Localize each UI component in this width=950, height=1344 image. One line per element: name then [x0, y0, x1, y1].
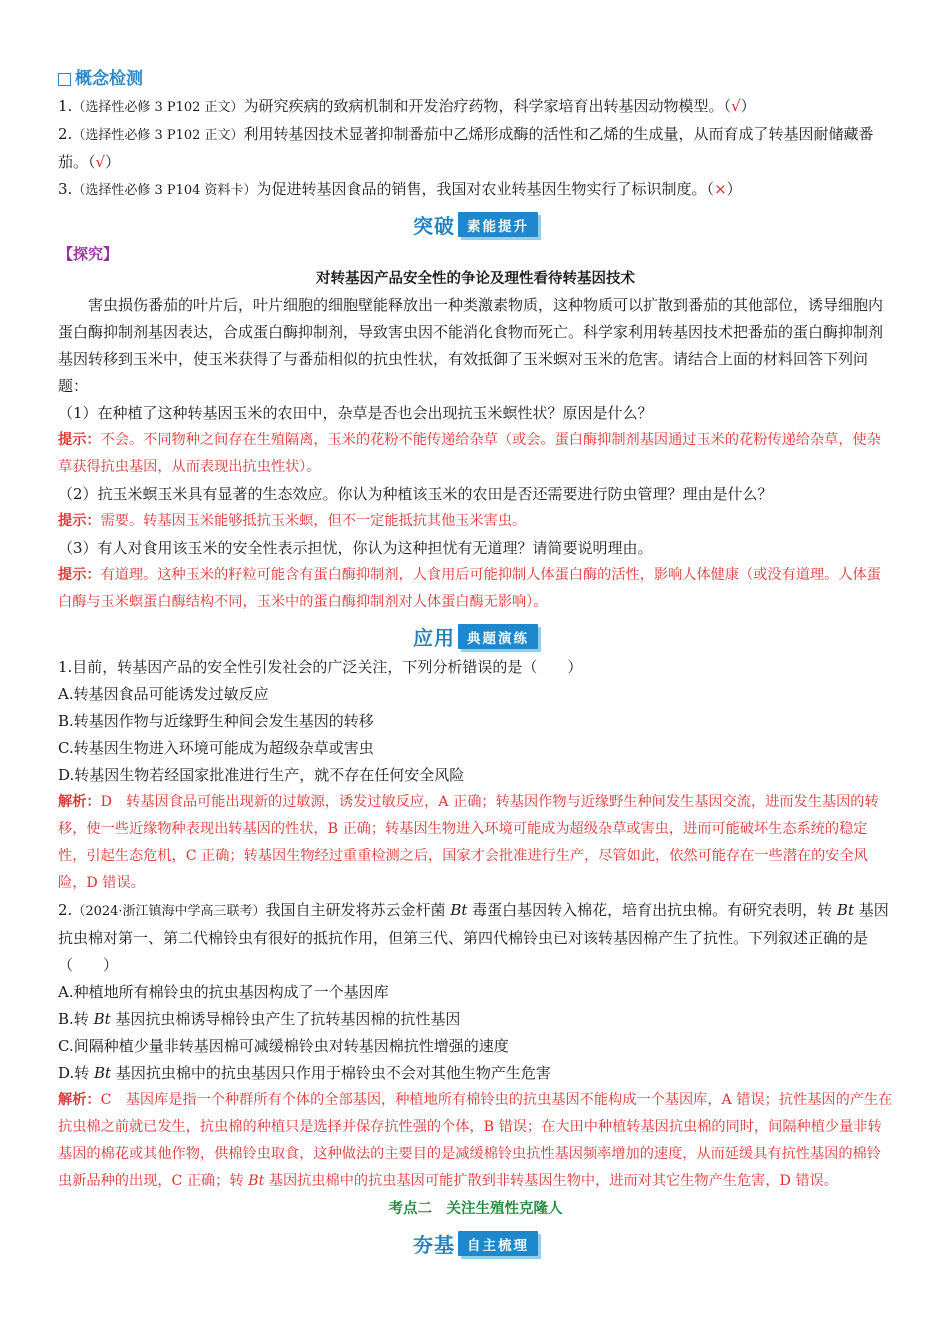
concept-check-heading-text: 概念检测	[75, 69, 143, 89]
question-1-stem: 1.目前，转基因产品的安全性引发社会的广泛关注，下列分析错误的是（ ）	[58, 658, 583, 676]
question-1-option-d: D.转基因生物若经国家批准进行生产，就不存在任何安全风险	[58, 766, 465, 784]
concept-check-heading	[58, 66, 893, 92]
banner-big-text: 应用	[413, 625, 455, 650]
answer-letter: C	[100, 1092, 112, 1108]
question-1-option-a: A.转基因食品可能诱发过敏反应	[58, 685, 269, 703]
question-2-option-a: A.种植地所有棉铃虫的抗虫基因构成了一个基因库	[58, 983, 389, 1001]
section-banner-breakthrough	[58, 206, 893, 242]
banner-big-text: 突破	[413, 213, 455, 238]
question-2-option-b: B.转 Bt 基因抗虫棉诱导棉铃虫产生了抗转基因棉的抗性基因	[58, 1010, 461, 1028]
banner-tag: 自主梳理	[458, 1231, 538, 1256]
explore-title: 对转基因产品安全性的争论及理性看待转基因技术	[316, 271, 635, 287]
section-banner-foundation	[58, 1225, 893, 1261]
section-2-title: 考点二 关注生殖性克隆人	[388, 1201, 563, 1217]
explore-question-1: （1）在种植了这种转基因玉米的农田中，杂草是否也会出现抗玉米螟性状？原因是什么？	[58, 404, 653, 422]
question-2-analysis: 解析：C 基因库是指一个种群所有个体的全部基因，种植地所有棉铃虫的抗虫基因不能构成一个基因库，A 错误；抗性基因的产生在抗虫棉之前就已发生，抗虫棉的种植只是选择并保存抗性强的个体，B 错误；在大田中种植转基因抗虫棉的同时，间隔种植少量非转基因的棉花或其他作物，供棉铃虫取食，这种做法的主要目的是减缓棉铃虫抗性基因频率增加的速度，从而延缓具有抗性基因的棉铃虫新品种的出现，C 正确；转 Bt 基因抗虫棉中的抗虫基因可能扩散到非转基因生物中，进而对其它生物产生危害，D 错误。	[58, 1092, 893, 1189]
explore-hint-3: 提示：有道理。这种玉米的籽粒可能含有蛋白酶抑制剂，人食用后可能抑制人体蛋白酶的活性，影响人体健康（或没有道理。人体蛋白酶与玉米螟蛋白酶结构不同，玉米中的蛋白酶抑制剂对人体蛋白酶无影响）。	[58, 567, 881, 610]
question-1-analysis: 解析：D 转基因食品可能出现新的过敏源，诱发过敏反应，A 正确；转基因作物与近缘野生种间发生基因交流，进而发生基因的转移，使一些近缘物种表现出转基因的性状，B 正确；转基因生物进入环境可能成为超级杂草或害虫，进而可能破坏生态系统的稳定性，引起生态危机，C 正确；转基因生物经过重重检测之后，国家才会批准进行生产，尽管如此，依然可能存在一些潜在的安全风险，D 错误。	[58, 794, 879, 891]
banner-big-text: 夯基	[413, 1232, 455, 1257]
question-2-option-d: D.转 Bt 基因抗虫棉中的抗虫基因只作用于棉铃虫不会对其他生物产生危害	[58, 1064, 551, 1082]
check-mark: √	[731, 97, 741, 115]
question-1-option-c: C.转基因生物进入环境可能成为超级杂草或害虫	[58, 739, 374, 757]
concept-item-3: 3.（选择性必修 3 P104 资料卡）为促进转基因食品的销售，我国对农业转基因生物实行了标识制度。（×）	[58, 180, 742, 198]
question-1-option-b: B.转基因作物与近缘野生种间会发生基因的转移	[58, 712, 374, 730]
check-mark: √	[95, 153, 106, 171]
answer-letter: D	[100, 794, 112, 810]
explore-question-3: （3）有人对食用该玉米的安全性表示担忧，你认为这种担忧有无道理？请简要说明理由。	[58, 539, 653, 557]
section-banner-application	[58, 618, 893, 654]
explore-passage: 害虫损伤番茄的叶片后，叶片细胞的细胞壁能释放出一种类激素物质，这种物质可以扩散到番茄的其他部位，诱导细胞内蛋白酶抑制剂基因表达，合成蛋白酶抑制剂，导致害虫因不能消化食物而死亡。科学家利用转基因技术把番茄的蛋白酶抑制剂基因转移到玉米中，使玉米获得了与番茄相似的抗虫性状，有效抵御了玉米螟对玉米的危害。请结合上面的材料回答下列问题：	[58, 296, 884, 395]
explore-hint-2: 提示：需要。转基因玉米能够抵抗玉米螟，但不一定能抵抗其他玉米害虫。	[58, 513, 527, 529]
question-2-option-c: C.间隔种植少量非转基因棉可减缓棉铃虫对转基因棉抗性增强的速度	[58, 1037, 509, 1055]
banner-tag: 素能提升	[458, 212, 538, 237]
checkbox-square-icon	[58, 73, 71, 86]
concept-item-2: 2.（选择性必修 3 P102 正文）利用转基因技术显著抑制番茄中乙烯形成酶的活性和乙烯的生成量，从而育成了转基因耐储藏番茄。（√）	[58, 125, 874, 171]
question-2-stem: 2.（2024·浙江镇海中学高三联考）我国自主研发将苏云金杆菌 Bt 毒蛋白基因转入棉花，培育出抗虫棉。有研究表明，转 Bt 基因抗虫棉对第一、第二代棉铃虫有很好的抵抗作用，但第三代、第四代棉铃虫已对该转基因棉产生了抗性。下列叙述正确的是（ ）	[58, 901, 889, 974]
banner-tag: 典题演练	[458, 624, 538, 649]
document-page	[58, 66, 893, 1261]
explore-hint-1: 提示：不会。不同物种之间存在生殖隔离，玉米的花粉不能传递给杂草（或会。蛋白酶抑制剂基因通过玉米的花粉传递给杂草，使杂草获得抗虫基因，从而表现出抗虫性状）。	[58, 432, 881, 475]
concept-item-1: 1.（选择性必修 3 P102 正文）为研究疾病的致病机制和开发治疗药物，科学家培育出转基因动物模型。（√）	[58, 97, 756, 115]
explore-question-2: （2）抗玉米螟玉米具有显著的生态效应。你认为种植该玉米的农田是否还需要进行防虫管理？理由是什么？	[58, 485, 773, 503]
explore-label: 【探究】	[58, 245, 119, 263]
cross-mark: ×	[714, 180, 727, 198]
